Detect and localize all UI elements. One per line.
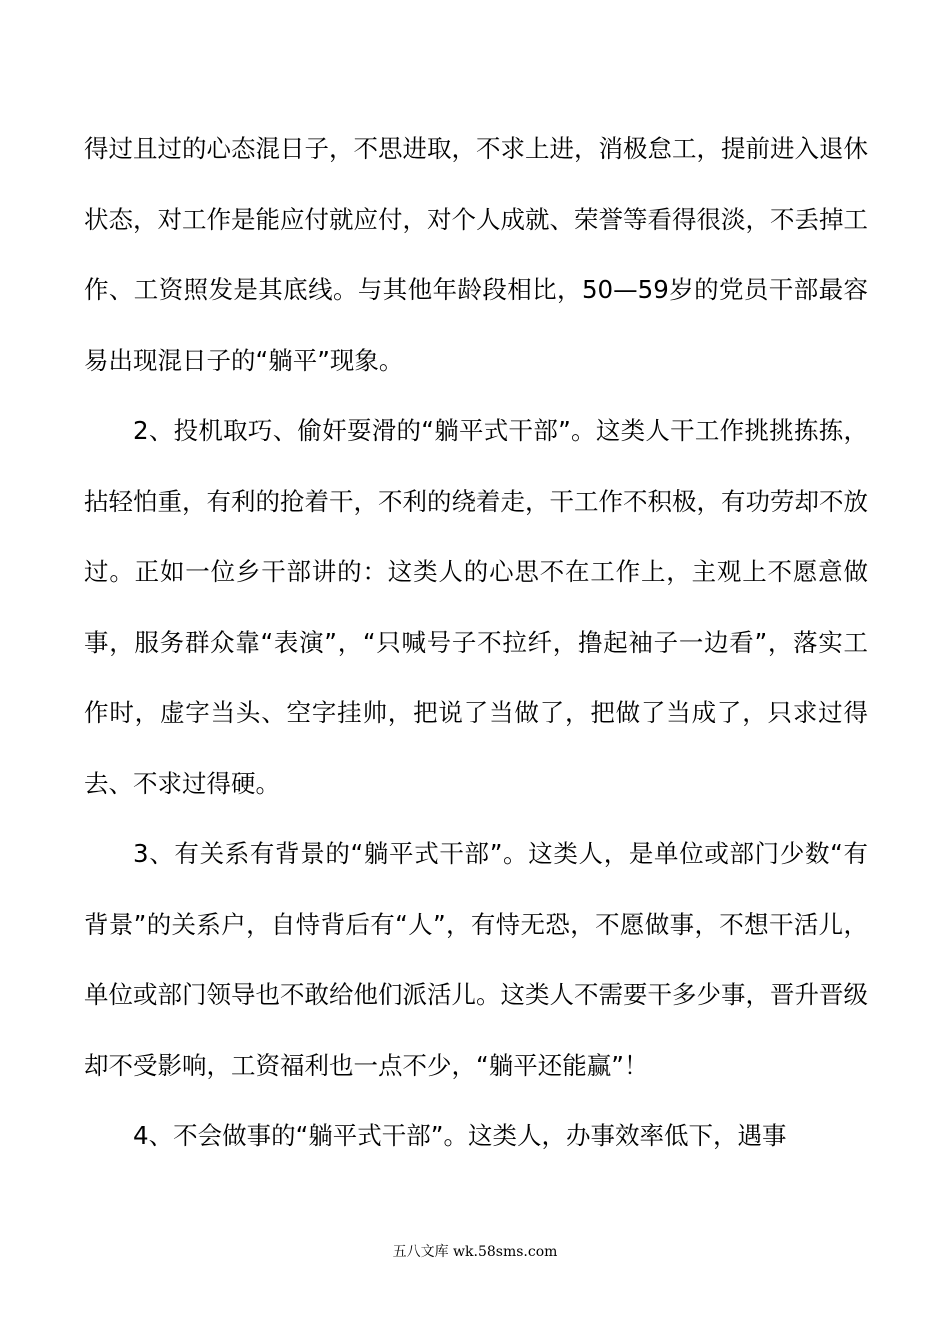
paragraph-item-3: 3、有关系有背景的“躺平式干部”。这类人，是单位或部门少数“有背景”的关系户，自恃背后有“人”，有恃无恐，不愿做事，不想干活儿，单位或部门领导也不敢给他们派活儿。这类人不需要干多少事，晋升晋级却不受影响，工资福利也一点不少，“躺平还能赢”！ [84,839,868,1080]
document-body [84,114,868,1172]
paragraph-item-4: 4、不会做事的“躺平式干部”。这类人，办事效率低下，遇事 [133,1121,787,1150]
page-footer: 五八文库 wk.58sms.com [392,1244,558,1260]
paragraph-continuation: 得过且过的心态混日子，不思进取，不求上进，消极怠工，提前进入退休状态，对工作是能应付就应付，对个人成就、荣誉等看得很淡，不丢掉工作、工资照发是其底线。与其他年龄段相比，50—59岁的党员干部最容易出现混日子的“躺平”现象。 [84,134,868,375]
paragraph-item-2: 2、投机取巧、偷奸耍滑的“躺平式干部”。这类人干工作挑挑拣拣，拈轻怕重，有利的抢着干，不利的绕着走，干工作不积极，有功劳却不放过。正如一位乡干部讲的：这类人的心思不在工作上，主观上不愿意做事，服务群众靠“表演”，“只喊号子不拉纤，撸起袖子一边看”，落实工作时，虚字当头、空字挂帅，把说了当做了，把做了当成了，只求过得去、不求过得硬。 [84,416,868,798]
